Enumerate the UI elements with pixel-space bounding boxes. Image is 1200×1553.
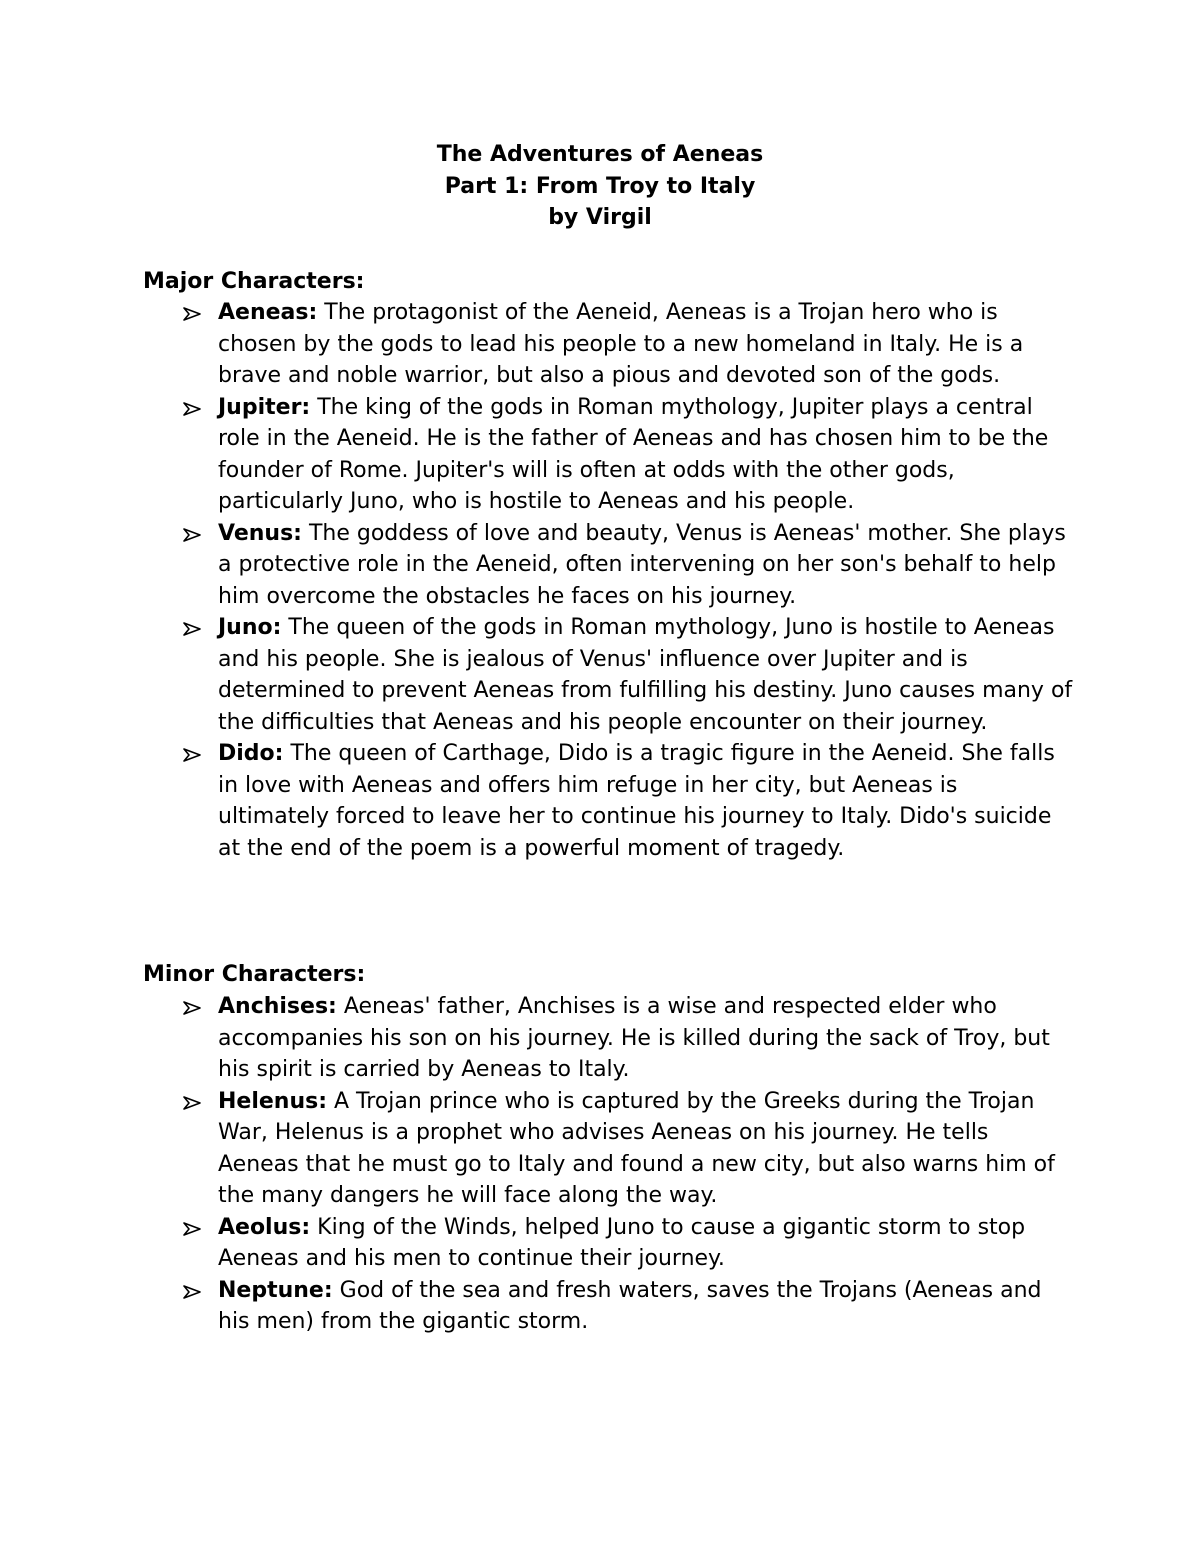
arrowhead-bullet-icon	[183, 402, 201, 416]
list-item	[143, 1275, 1073, 1338]
character-name: Venus:	[218, 520, 302, 546]
character-description: The queen of Carthage, Dido is a tragic figure in the Aeneid. She falls in love with Aeneas and offers him refuge in her city, but Aeneas is ultimately forced to leave her to continue his journey to Italy. Dido's suicide at the end of the poem is a powerful moment of tragedy.	[218, 741, 1055, 861]
arrowhead-bullet-icon	[183, 1096, 201, 1110]
character-name: Neptune:	[218, 1277, 333, 1303]
arrowhead-bullet-icon	[183, 307, 201, 321]
character-description: The protagonist of the Aeneid, Aeneas is a Trojan hero who is chosen by the gods to lead his people to a new homeland in Italy. He is a brave and noble warrior, but also a pious and devoted son of the gods.	[218, 300, 1024, 388]
character-description: King of the Winds, helped Juno to cause a gigantic storm to stop Aeneas and his men to continue their journey.	[218, 1214, 1026, 1271]
document-subtitle: Part 1: From Troy to Italy	[444, 173, 756, 199]
character-name: Aeneas:	[218, 300, 318, 325]
document-header	[0, 139, 1200, 234]
list-item	[143, 612, 1073, 738]
list-item	[143, 1212, 1073, 1275]
character-name: Anchises:	[218, 994, 337, 1019]
major-characters-list	[143, 297, 1073, 864]
arrowhead-bullet-icon	[183, 748, 201, 762]
arrowhead-bullet-icon	[183, 1001, 201, 1015]
character-name: Helenus:	[218, 1088, 328, 1114]
character-description: The goddess of love and beauty, Venus is Aeneas' mother. She plays a protective role in the Aeneid, often intervening on her son's behalf to help him overcome the obstacles he faces on his journey.	[218, 520, 1066, 609]
document-author: by Virgil	[548, 205, 652, 230]
list-item	[143, 297, 1073, 392]
list-item	[143, 392, 1073, 518]
minor-characters-list	[143, 991, 1073, 1338]
major-characters-heading: Major Characters:	[143, 269, 365, 294]
character-name: Juno:	[218, 615, 282, 640]
arrowhead-bullet-icon	[183, 1222, 201, 1236]
list-item	[143, 738, 1073, 864]
character-name: Jupiter:	[218, 394, 311, 420]
list-item	[143, 518, 1073, 613]
arrowhead-bullet-icon	[183, 528, 201, 542]
character-description: The queen of the gods in Roman mythology, Juno is hostile to Aeneas and his people. She is jealous of Venus' influence over Jupiter and is determined to prevent Aeneas from fulfilling his destiny. Juno causes many of the difficulties that Aeneas and his people encounter on their journey.	[218, 615, 1073, 735]
document-title: The Adventures of Aeneas	[436, 142, 764, 167]
character-name: Dido:	[218, 741, 284, 766]
minor-characters-heading: Minor Characters:	[143, 962, 366, 987]
arrowhead-bullet-icon	[183, 622, 201, 636]
character-description: Aeneas' father, Anchises is a wise and respected elder who accompanies his son on his journey. He is killed during the sack of Troy, but his spirit is carried by Aeneas to Italy.	[218, 994, 1050, 1082]
arrowhead-bullet-icon	[183, 1285, 201, 1299]
character-description: A Trojan prince who is captured by the Greeks during the Trojan War, Helenus is a prophet who advises Aeneas on his journey. He tells Aeneas that he must go to Italy and found a new city, but also warns him of the many dangers he will face along the way.	[218, 1088, 1055, 1208]
list-item	[143, 1086, 1073, 1212]
character-description: The king of the gods in Roman mythology, Jupiter plays a central role in the Aeneid. He is the father of Aeneas and has chosen him to be the founder of Rome. Jupiter's will is often at odds with the other gods, particularly Juno, who is hostile to Aeneas and his people.	[218, 394, 1049, 514]
character-name: Aeolus:	[218, 1214, 311, 1240]
character-description: God of the sea and fresh waters, saves the Trojans (Aeneas and his men) from the gigantic storm.	[218, 1277, 1042, 1334]
list-item	[143, 991, 1073, 1086]
